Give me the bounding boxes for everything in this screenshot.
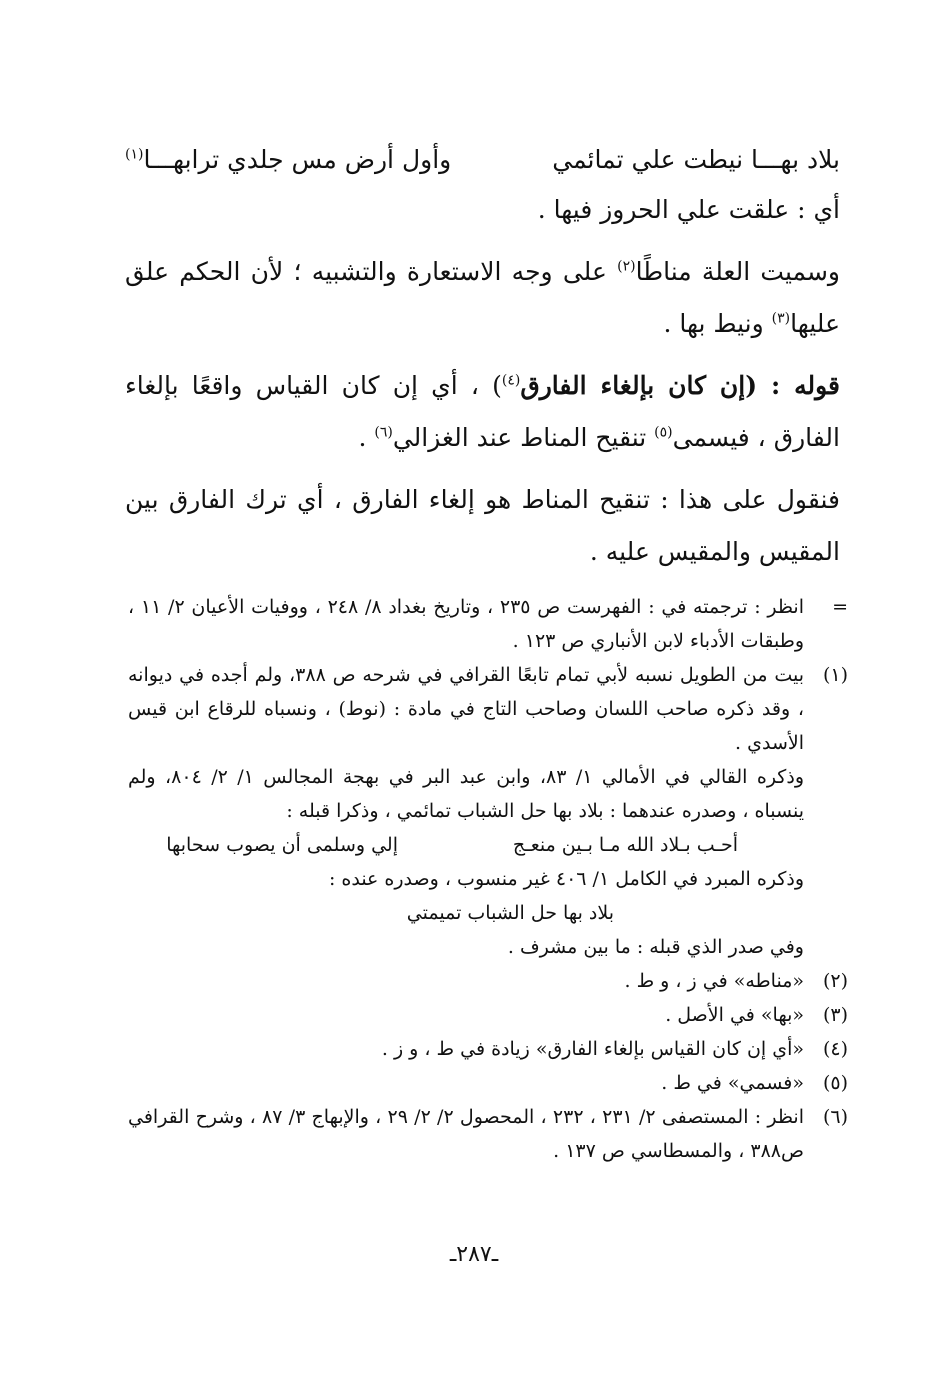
verse-first-hemistich: بلاد بهـــا نيطت علي تمائمي bbox=[552, 145, 840, 174]
paragraph-2: وسميت العلة مناطًا$^{(٢)}$ على وجه الاستعارة والتشبيه ؛ لأن الحكم علق عليها$^{(٣)}$ ونيط بها . bbox=[125, 257, 840, 338]
footnote-poem-verse: أحـب بـلاد الله مـا بـين منعـج إلي وسلمى أن يصوب سحابها bbox=[166, 834, 738, 856]
paragraph-1: أي : علقت علي الحروز فيها . bbox=[537, 195, 840, 224]
footnotes bbox=[128, 590, 848, 1168]
quoted-text: (إن كان بإلغاء الفارق bbox=[520, 371, 758, 400]
footnote-1: (١) بيت من الطويل نسبه لأبي تمام تابعًا القرافي في شرحه ص ٣٨٨، ولم أجده في ديوانه ، وقد ذكره صاحب اللسان وصاحب التاج في مادة : (نوط) ، ونسباه للرقاع ابن قيس الأسدي . bbox=[128, 664, 848, 754]
footnote-5: (٥) «فسمي» في ط . bbox=[661, 1072, 848, 1094]
page-number: ـ٢٨٧ـ bbox=[449, 1242, 499, 1267]
footnote-ref: (٢) bbox=[617, 258, 636, 275]
footnote-ref: (٦) bbox=[374, 424, 393, 441]
footnote-1-continued: وذكره القالي في الأمالي ١/ ٨٣، وابن عبد البر في بهجة المجالس ١/ ٢/ ٨٠٤، ولم ينسباه ، وصدره عندهما : بلاد بها حل الشباب تمائمي ، وذكرا قبله : bbox=[128, 766, 804, 822]
quote-label: قوله : bbox=[757, 371, 840, 400]
footnote-1-kamil: وذكره المبرد في الكامل ١/ ٤٠٦ غير منسوب ، وصدره عنده : bbox=[328, 868, 804, 890]
footnote-ref: (٤) bbox=[501, 372, 521, 389]
footnote-ref: (١) bbox=[125, 146, 144, 163]
poetry-verse bbox=[125, 138, 840, 184]
footnote-poem-line: بلاد بها حل الشباب تميمتي bbox=[406, 902, 614, 924]
paragraph-4: فنقول على هذا : تنقيح المناط هو إلغاء الفارق ، أي ترك الفارق بين المقيس والمقيس عليه . bbox=[125, 485, 840, 566]
footnote-6: (٦) انظر : المستصفى ٢/ ٢٣١ ، ٢٣٢ ، المحصول ٢/ ٢/ ٢٩ ، والإبهاج ٣/ ٨٧ ، وشرح القرافي ص٣٨٨ ، والمسطاسي ص ١٣٧ . bbox=[128, 1106, 848, 1162]
verse-second-hemistich: وأول أرض مس جلدي ترابهـــا$^{(١)}$ bbox=[125, 145, 452, 174]
footnote-ref: (٥) bbox=[654, 424, 673, 441]
footnote-ref: (٣) bbox=[771, 310, 791, 327]
main-text bbox=[125, 138, 840, 578]
paragraph-3: قوله : (إن كان بإلغاء الفارق$^{(٤)}$) ، أي إن كان القياس واقعًا بإلغاء الفارق ، فيسمى$^{(٥)}$ تنقيح المناط عند الغزالي$^{(٦)}$ . bbox=[125, 371, 840, 452]
footnote-3: (٣) «بها» في الأصل . bbox=[665, 1004, 848, 1026]
footnote-continued: = انظر : ترجمته في : الفهرست ص ٢٣٥ ، وتاريخ بغداد ٨/ ٢٤٨ ، ووفيات الأعيان ٢/ ١١ ، وطبقات الأدباء لابن الأنباري ص ١٢٣ . bbox=[128, 596, 848, 652]
footnote-1-end: وفي صدر الذي قبله : ما بين مشرف . bbox=[507, 936, 804, 958]
footnote-4: (٤) «أي إن كان القياس بإلغاء الفارق» زيادة في ط ، و ز . bbox=[381, 1038, 848, 1060]
footnote-2: (٢) «مناطه» في ز ، و ط . bbox=[624, 970, 848, 992]
